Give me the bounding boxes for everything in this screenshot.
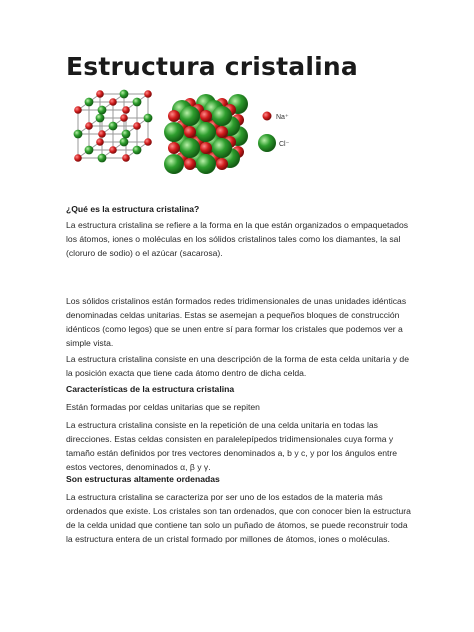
paragraph: Están formadas por celdas unitarias que se repiten (66, 402, 260, 412)
na-ion (144, 90, 152, 98)
na-ion (74, 154, 82, 162)
na-ion (85, 122, 93, 130)
na-ion (168, 110, 180, 122)
na-ion (133, 122, 141, 130)
paragraph: La estructura cristalina se caracteriza por ser uno de los estados de la materia más ordenados que existe. Los cristales son tan ordenados, que con conocer bien la estructura de la celda unidad que contiene tan solo un puñado de átomos, se puede reconstruir toda la estructura entera de un cristal formado por millones de átomos, iones o moléculas. (66, 492, 411, 544)
na-ion (96, 90, 104, 98)
na-ion (184, 126, 196, 138)
na-legend-marker (263, 112, 272, 121)
cl-ion (196, 154, 216, 174)
space-filling-lattice (164, 94, 248, 174)
cl-ion (120, 138, 129, 147)
na-ion (122, 154, 130, 162)
na-ion (216, 158, 228, 170)
na-ion (200, 110, 212, 122)
na-legend-label: Na⁺ (276, 114, 289, 121)
cl-ion (122, 130, 131, 139)
cl-ion (212, 106, 232, 126)
paragraph: Los sólidos cristalinos están formados redes tridimensionales de unas unidades idénticas denominadas celdas unitarias. Estas se asemejan a pequeños bloques de construcción idénticos (como legos) que se unen entre sí para formar los cristales que podemos ver a simple vista. (66, 296, 407, 348)
cl-ion (98, 106, 107, 115)
section-heading: ¿Qué es la estructura cristalina? (66, 204, 200, 214)
cl-ion (133, 98, 142, 107)
na-ion (200, 142, 212, 154)
cl-ion (96, 114, 105, 123)
cl-ion (109, 122, 118, 131)
cl-ion (180, 138, 200, 158)
na-ion (74, 106, 82, 114)
cl-ion (164, 122, 184, 142)
paragraph: La estructura cristalina se refiere a la forma en la que están organizados o empaquetados los átomos, iones o moléculas en los sólidos cristalinos tales como los diamantes, la sal (cloruro de sodio) o el azúcar (sacarosa). (66, 220, 409, 258)
na-ion (96, 138, 104, 146)
na-ion (120, 114, 128, 122)
na-ion (109, 98, 117, 106)
na-ion (109, 146, 117, 154)
paragraph: La estructura cristalina consiste en una descripción de la forma de esta celda unitaria y de la posición exacta que tiene cada átomo dentro de dicha celda. (66, 354, 409, 378)
cl-ion (212, 138, 232, 158)
section-heading: Son estructuras altamente ordenadas (66, 474, 220, 484)
cl-ion (74, 130, 83, 139)
section-heading: Características de la estructura cristalina (66, 384, 235, 394)
na-ion (144, 138, 152, 146)
figure-legend (258, 112, 290, 153)
cl-ion (180, 106, 200, 126)
cl-ion (120, 90, 129, 99)
page-title: Estructura cristalina (66, 52, 358, 81)
cl-ion (196, 122, 216, 142)
nacl-crystal-figure (66, 88, 316, 178)
cl-ion (98, 154, 107, 163)
na-ion (98, 130, 106, 138)
na-ion (168, 142, 180, 154)
cl-ion (144, 114, 153, 123)
ball-and-stick-lattice (74, 90, 153, 163)
na-ion (122, 106, 130, 114)
cl-legend-marker (258, 134, 276, 152)
cl-ion (133, 146, 142, 155)
cl-ion (164, 154, 184, 174)
cl-ion (85, 146, 94, 155)
paragraph: La estructura cristalina consiste en la repetición de una celda unitaria en todas las direcciones. Estas celdas consisten en paralelepípedos tridimensionales cuya forma y tamaño están definidos por tres vectores denominados a, b y c, y por los ángulos entre estos vectores, denominados α, β y γ. (66, 420, 398, 472)
cl-legend-label: Cl⁻ (279, 141, 290, 148)
na-ion (216, 126, 228, 138)
na-ion (184, 158, 196, 170)
cl-ion (85, 98, 94, 107)
